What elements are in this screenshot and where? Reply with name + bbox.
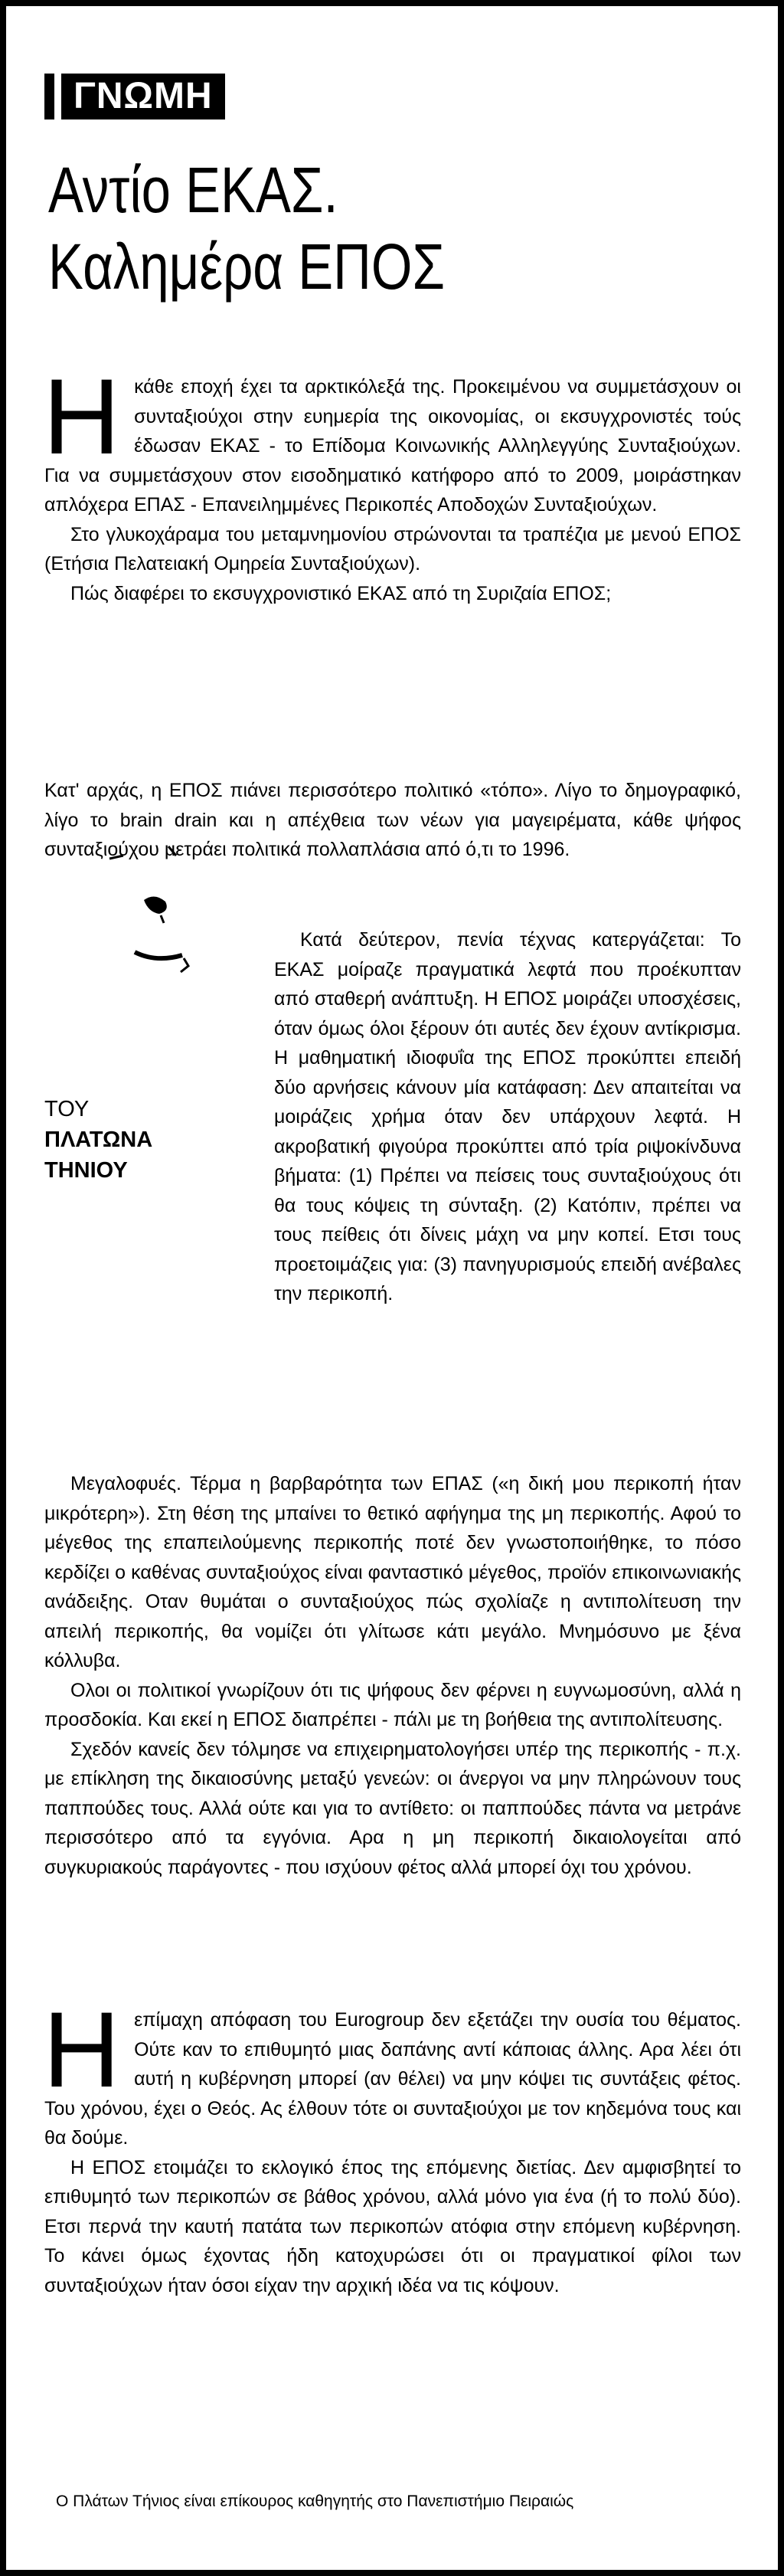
article-body-middle — [44, 776, 741, 865]
section-label: ΓΝΩΜΗ — [61, 74, 225, 119]
article-body-final — [43, 1989, 741, 2300]
article-body-top — [43, 356, 741, 608]
article-body-lower — [44, 1469, 741, 1882]
author-first-name: ΠΛΑΤΩΝΑ — [44, 1128, 153, 1152]
author-byline — [44, 1094, 152, 1186]
paragraph: Σχεδόν κανείς δεν τόλμησε να επιχειρηματολογήσει υπέρ της περικοπής - π.χ. με επίκληση της δικαιοσύνης μεταξύ γενεών: οι άνεργοι να μην πληρώνουν τους παππούδες τους. Αλλά ούτε και για το αντίθετο: οι παππούδες πάντα να μετράνε περισσότερο από τα εγγόνια. Αρα η μη περικοπή δικαιολογείται από συγκυριακούς παράγοντες - που ισχύουν φέτος αλλά μπορεί όχι του χρόνου. — [44, 1738, 741, 1878]
author-prefix: ΤΟΥ — [44, 1097, 90, 1121]
paragraph: κάθε εποχή έχει τα αρκτικόλεξά της. Προκειμένου να συμμετάσχουν οι συνταξιούχοι στην ευημερία της οικονομίας, οι εκσυγχρονιστές τούς έδωσαν ΕΚΑΣ - το Επίδομα Κοινωνικής Αλληλεγγύης Συνταξιούχων. Για να συμμετάσχουν στον εισοδηματικό κατήφορο από το 2009, μοιράστηκαν απλόχερα ΕΠΑΣ - Επανειλημμένες Περικοπές Αποδοχών Συνταξιούχων. — [44, 376, 741, 516]
paragraph: Στο γλυκοχάραμα του μεταμνημονίου στρώνονται τα τραπέζια με μενού ΕΠΟΣ (Ετήσια Πελατειακή Ομηρεία Συνταξιούχων). — [44, 523, 741, 574]
paragraph: Κατά δεύτερον, πενία τέχνας κατεργάζεται: Το ΕΚΑΣ μοίραζε πραγματικά λεφτά που προέκυπταν από σταθερή ανάπτυξη. Η ΕΠΟΣ μοιράζει υποσχέσεις, όταν όμως όλοι ξέρουν ότι αυτές δεν έχουν αντίκρισμα. Η μαθηματική ιδιοφυΐα της ΕΠΟΣ προκύπτει επειδή δύο αρνήσεις κάνουν μία κατάφαση: Δεν απαιτείται να μοιράζεις χρήμα όταν δεν υπάρχουν λεφτά. Η ακροβατική φιγούρα προκύπτει από τρία ριψοκίνδυνα βήματα: (1) Πρέπει να πείσεις τους συνταξιούχους ότι θα τους κόψεις τη σύνταξη. (2) Κατόπιν, πρέπει να τους πείθεις ότι δίνεις μάχη να μην κοπεί. Ετσι τους προετοιμάζεις για: (3) πανηγυρισμούς επειδή ανέβαλες την περικοπή. — [274, 929, 741, 1304]
article-page — [6, 6, 778, 2570]
section-bar — [44, 74, 54, 119]
author-bio: Ο Πλάτων Τήνιος είναι επίκουρος καθηγητής στο Πανεπιστήμιο Πειραιώς — [56, 2493, 574, 2510]
paragraph: Πώς διαφέρει το εκσυγχρονιστικό ΕΚΑΣ από τη Συριζαία ΕΠΟΣ; — [70, 582, 612, 604]
author-last-name: ΤΗΝΙΟΥ — [44, 1158, 128, 1183]
paragraph: Η ΕΠΟΣ ετοιμάζει το εκλογικό έπος της επόμενης διετίας. Δεν αμφισβητεί το επιθυμητό των περικοπών σε βάθος χρόνου, αλλά μόνο για ένα (ή το πολύ δύο). Ετσι περνά την καυτή πατάτα των περικοπών ατόφια στην επόμενη κυβέρνηση. Το κάνει όμως έχοντας ήδη κατοχυρώσει ότι οι πραγματικοί φίλοι των συνταξιούχων ήταν όσοι είχαν την αρχική ιδέα να τις κόψουν. — [44, 2156, 741, 2296]
title-line-1: Αντίο ΕΚΑΣ. — [48, 154, 338, 226]
paragraph: επίμαχη απόφαση του Eurogroup δεν εξετάζει την ουσία του θέματος. Ούτε καν το επιθυμητό μιας δαπάνης αντί κάποιας άλλης. Αρα λέει ότι αυτή η κυβέρνηση μπορεί (αν θέλει) να μην κόψει τις συντάξεις φέτος. Του χρόνου, έχει ο Θεός. Ας έλθουν τότε οι συνταξιούχοι με τον κηδεμόνα τους και θα δούμε. — [44, 2009, 741, 2149]
title-line-2: Καλημέρα ΕΠΟΣ — [48, 231, 446, 303]
paragraph: Ολοι οι πολιτικοί γνωρίζουν ότι τις ψήφους δεν φέρνει η ευγνωμοσύνη, αλλά η προσδοκία. Και εκεί η ΕΠΟΣ διαπρέπει - πάλι με τη βοήθεια της αντιπολίτευσης. — [44, 1679, 741, 1730]
article-body-narrow — [274, 925, 741, 1309]
paragraph: Μεγαλοφυές. Τέρμα η βαρβαρότητα των ΕΠΑΣ («η δική μου περικοπή ήταν μικρότερη»). Στη θέση της μπαίνει το θετικό αφήγημα της μη περικοπής. Αφού το μέγεθος της επαπειλούμενης περικοπής ποτέ δεν γνωστοποιήθηκε, το πόσο κερδίζει ο καθένας συνταξιούχος είναι φανταστικό μέγεθος, προϊόν επικοινωνιακής ανάδειξης. Οταν θυμάται ο συνταξιούχος πώς σχολίαζε η αντιπολίτευση την απειλή περικοπής, θα νομίζει ότι γλίτωσε κάτι μεγάλο. Μνημόσυνο με ξένα κόλλυβα. — [44, 1473, 741, 1671]
drop-cap: Η — [43, 356, 121, 476]
paragraph: Κατ' αρχάς, η ΕΠΟΣ πιάνει περισσότερο πολιτικό «τόπο». Λίγο το δημογραφικό, λίγο το brain drain και η απέχθεια των νέων για μαγειρέματα, κάθε ψήφος συνταξιούχου μετράει πολιτικά πολλαπλάσια από ό,τι το 1996. — [44, 780, 741, 860]
article-title — [48, 152, 445, 305]
drop-cap: Η — [43, 1989, 121, 2110]
